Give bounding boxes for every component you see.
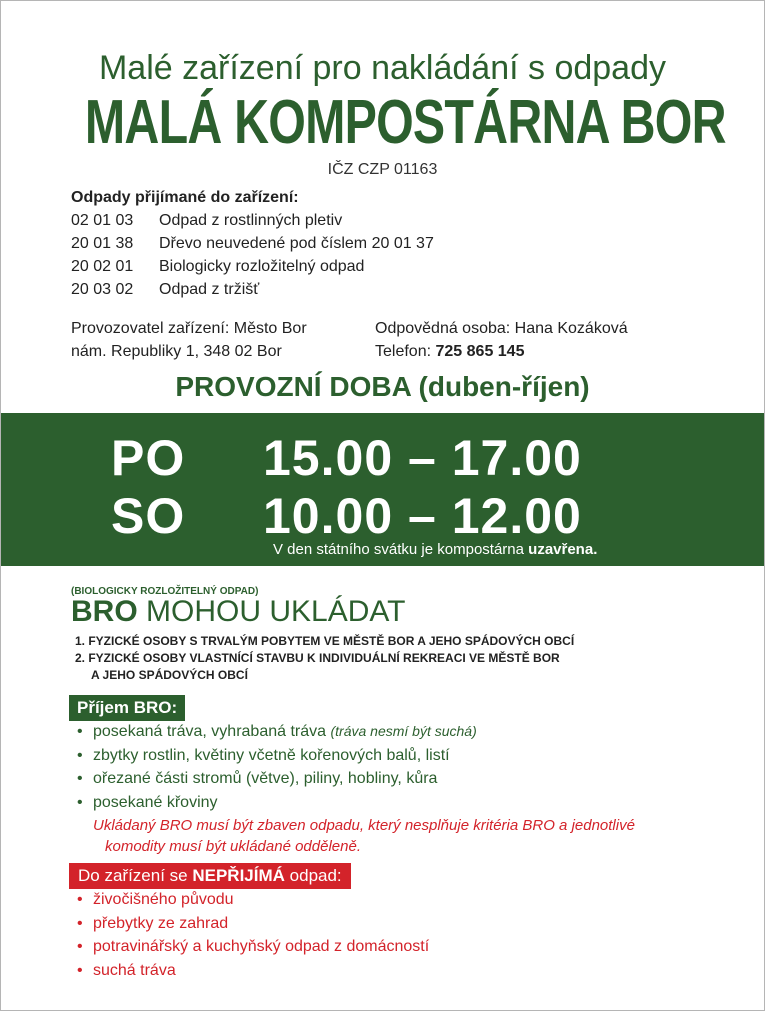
responsible-person: Odpovědná osoba: Hana Kozáková	[375, 320, 628, 337]
day-monday: PO	[111, 430, 186, 486]
list-item: • potravinářský a kuchyňský odpad z domácností	[77, 938, 430, 955]
intake-note: Ukládaný BRO musí být zbaven odpadu, který nesplňuje kritéria BRO a jednotlivé komodity musí být ukládané odděleně.	[93, 817, 635, 855]
waste-code: 20 01 38	[71, 235, 134, 252]
bro-heading: BRO MOHOU UKLÁDAT	[71, 595, 406, 628]
list-item: • živočišného původu	[77, 891, 234, 908]
eligible-person-2-cont: A JEHO SPÁDOVÝCH OBCÍ	[91, 668, 248, 682]
list-item: • suchá tráva	[77, 961, 176, 979]
waste-row	[71, 278, 434, 301]
operator-name: Provozovatel zařízení: Město Bor	[71, 320, 307, 337]
operator-address: nám. Republiky 1, 348 02 Bor	[71, 343, 282, 360]
waste-row	[71, 255, 434, 278]
waste-desc: Biologicky rozložitelný odpad	[159, 258, 365, 275]
waste-code: 20 03 02	[71, 281, 134, 298]
waste-desc: Odpad z tržišť	[159, 281, 260, 298]
icz-number: IČZ CZP 01163	[327, 161, 438, 178]
opening-hours-band	[1, 413, 764, 566]
list-item: • zbytky rostlin, květiny včetně kořenových balů, listí	[77, 746, 450, 764]
intake-list	[77, 720, 477, 814]
eligible-persons	[75, 633, 574, 684]
time-monday: 15.00 – 17.00	[263, 430, 582, 486]
eligible-person-1: 1. FYZICKÉ OSOBY S TRVALÝM POBYTEM VE MĚSTĚ BOR A JEHO SPÁDOVÝCH OBCÍ	[75, 634, 575, 648]
list-item: • posekané křoviny	[77, 793, 218, 811]
phone-line	[375, 340, 628, 363]
accepted-waste-heading: Odpady přijímané do zařízení:	[71, 189, 299, 206]
waste-desc: Dřevo neuvedené pod číslem 20 01 37	[159, 235, 434, 252]
intake-label: Příjem BRO:	[69, 695, 185, 721]
eligible-person-2: 2. FYZICKÉ OSOBY VLASTNÍCÍ STAVBU K INDIVIDUÁLNÍ REKREACI VE MĚSTĚ BOR	[75, 651, 560, 665]
poster-title: MALÁ KOMPOSTÁRNA BOR	[84, 88, 726, 157]
waste-row	[71, 232, 434, 255]
accepted-waste-list	[71, 209, 434, 301]
phone-number: 725 865 145	[435, 343, 525, 360]
phone-label: Telefon:	[375, 343, 432, 360]
list-item: • posekaná tráva, vyhrabaná tráva (tráva nesmí být suchá)	[77, 723, 477, 740]
rejected-label: Do zařízení se NEPŘIJÍMÁ odpad:	[69, 863, 351, 889]
bro-explanation: (BIOLOGICKY ROZLOŽITELNÝ ODPAD)	[71, 586, 259, 597]
rejected-list	[77, 888, 429, 982]
opening-hours-title: PROVOZNÍ DOBA (duben-říjen)	[175, 371, 590, 402]
time-saturday: 10.00 – 12.00	[263, 488, 582, 544]
day-saturday: SO	[111, 488, 186, 544]
operator-info	[71, 317, 307, 363]
list-item: • přebytky ze zahrad	[77, 914, 229, 932]
waste-row	[71, 209, 434, 232]
contact-info	[375, 317, 628, 363]
waste-code: 20 02 01	[71, 258, 134, 275]
holiday-notice: V den státního svátku je kompostárna uzavřena.	[273, 541, 598, 558]
poster-subtitle: Malé zařízení pro nakládání s odpady	[98, 49, 666, 87]
waste-code: 02 01 03	[71, 212, 134, 229]
waste-desc: Odpad z rostlinných pletiv	[159, 212, 343, 229]
list-item: • ořezané části stromů (větve), piliny, hobliny, kůra	[77, 770, 438, 787]
